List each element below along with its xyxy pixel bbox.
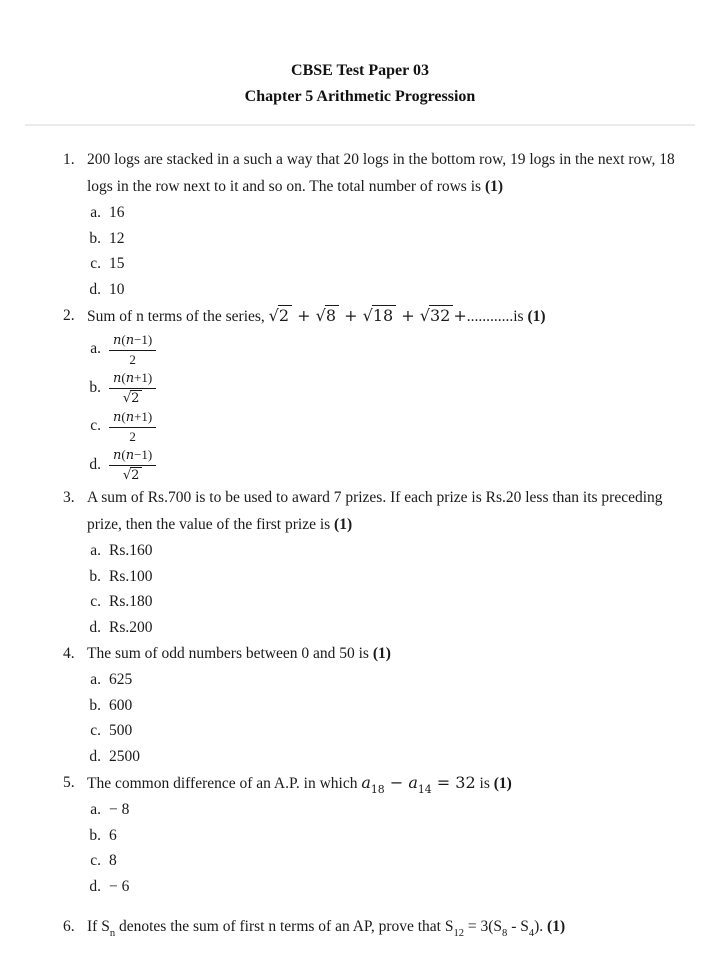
option-letter: d. [89, 618, 101, 636]
text-run: − 6 [109, 877, 130, 895]
subscript: 4 [528, 928, 535, 940]
text-run: −1) [134, 332, 153, 347]
option-value [109, 226, 125, 252]
option-a [87, 667, 686, 693]
radical-sign-icon: √ [362, 306, 373, 325]
math-variable: n [113, 371, 122, 386]
option-value [109, 823, 117, 849]
option-letter: c. [90, 852, 101, 869]
text-run: 625 [109, 671, 133, 688]
question-number: 3. [63, 489, 75, 506]
radical-sign-icon: √ [315, 306, 326, 325]
text-run: 6 [109, 826, 117, 844]
option-d [87, 744, 686, 770]
option-c [87, 407, 686, 445]
question-5 [63, 769, 690, 899]
option-c [87, 718, 686, 744]
option-letter: a. [90, 671, 101, 688]
option-letter: a. [90, 204, 101, 221]
text-run: 2 [129, 429, 136, 444]
text-run: 2500 [109, 747, 140, 765]
text-run: ( [121, 370, 126, 385]
subscripted-term [361, 773, 385, 797]
subscript: 12 [453, 928, 465, 940]
fraction-numerator [109, 369, 156, 389]
math-operator: + [292, 306, 316, 325]
options-list [87, 330, 686, 484]
option-b [87, 226, 686, 252]
option-value [109, 797, 129, 823]
question-number: 6. [63, 918, 75, 935]
radicand: 2 [130, 390, 142, 406]
marks-label: (1) [484, 178, 504, 195]
text-run: ( [121, 332, 126, 347]
text-run: ............is [466, 308, 528, 325]
option-b [87, 823, 686, 849]
subscripted-term [101, 918, 116, 940]
option-letter: b. [89, 229, 101, 247]
radical-sign-icon: √ [122, 468, 132, 483]
subscripted-term [520, 918, 535, 940]
question-list [0, 126, 720, 940]
question-body [87, 769, 686, 899]
question-text [87, 913, 686, 940]
marks-label: (1) [493, 775, 512, 792]
text-run: ( [121, 409, 126, 424]
text-run: denotes the sum of first n terms of an AP, prove that [115, 918, 445, 935]
subscripted-term [444, 918, 465, 940]
option-value [109, 744, 140, 770]
question-3 [63, 484, 690, 640]
sqrt-expression [363, 306, 397, 325]
text-run: 600 [109, 696, 133, 714]
text-run: = 3( [464, 918, 494, 935]
sqrt-expression [123, 468, 143, 483]
option-value [109, 200, 125, 226]
option-value [109, 718, 132, 744]
option-letter: c. [90, 255, 101, 272]
option-letter: b. [89, 378, 101, 396]
option-b [87, 564, 686, 590]
text-run: is [475, 775, 494, 792]
fraction-numerator [109, 331, 156, 351]
option-b [87, 693, 686, 719]
options-list [87, 200, 686, 302]
text-run: −1) [134, 447, 153, 462]
text-run: ( [121, 447, 126, 462]
fraction [109, 331, 156, 367]
question-text [87, 769, 686, 797]
question-text [87, 640, 686, 667]
math-variable: n [125, 333, 135, 348]
math-variable: n [125, 371, 135, 386]
option-value [109, 848, 117, 874]
paper-title: CBSE Test Paper 03 [291, 62, 429, 79]
text-run: Sum of n terms of the series, [87, 308, 269, 325]
option-value [109, 368, 156, 407]
options-list [87, 667, 686, 769]
option-value [109, 667, 132, 693]
math-variable: n [113, 410, 122, 425]
option-value [109, 407, 156, 445]
radical-sign-icon: √ [419, 306, 430, 325]
option-letter: a. [90, 801, 101, 818]
text-run: A sum of Rs.700 is to be used to award 7 prizes. If each prize is Rs.20 less than its preceding prize, then the value of the first prize is [87, 489, 663, 533]
fraction-numerator [109, 446, 156, 466]
radicand: 32 [429, 305, 453, 325]
text-run: The common difference of an A.P. in which [87, 775, 362, 792]
option-d [87, 445, 686, 484]
math-operator: = 32 [431, 773, 476, 792]
sqrt-expression [269, 306, 292, 325]
text-run: 500 [109, 722, 133, 739]
question-1 [63, 146, 690, 302]
sqrt-expression [420, 306, 454, 325]
question-number: 2. [63, 307, 75, 324]
subscript: 8 [502, 928, 508, 940]
text-run: 12 [109, 229, 125, 247]
option-letter: b. [89, 567, 101, 585]
option-value [109, 277, 125, 303]
subscript-base: a [408, 773, 418, 792]
math-variable: n [113, 333, 122, 348]
options-list [87, 538, 686, 640]
subscript-base: S [520, 918, 529, 935]
question-6 [63, 913, 690, 940]
subscript-base: S [493, 918, 503, 935]
option-c [87, 589, 686, 615]
fraction-denominator [109, 351, 156, 367]
options-list [87, 797, 686, 899]
option-value [109, 445, 156, 484]
question-body [87, 484, 686, 640]
subscript: n [109, 928, 116, 940]
option-a [87, 330, 686, 368]
text-run: 200 logs are stacked in a such a way that 20 logs in the bottom row, 19 logs in the next row, 18 logs in the row next to it and so on. The total number of rows is [87, 151, 675, 195]
option-d [87, 277, 686, 303]
option-letter: b. [89, 826, 101, 844]
marks-label: (1) [547, 918, 566, 935]
fraction-numerator [109, 408, 156, 428]
subscript: 18 [370, 783, 385, 797]
radicand: 18 [372, 305, 396, 325]
math-variable: n [125, 448, 135, 463]
question-body [87, 302, 686, 484]
text-run: − 8 [109, 801, 130, 818]
subscript-base: a [361, 773, 371, 792]
math-variable: n [125, 410, 135, 425]
text-run: Rs.200 [109, 618, 153, 636]
radical-sign-icon: √ [268, 306, 279, 325]
text-run: +1) [134, 370, 153, 385]
text-run: ). [534, 918, 548, 935]
option-value [109, 693, 132, 719]
option-value [109, 874, 129, 900]
subscripted-term [493, 918, 508, 940]
subscripted-term [408, 773, 432, 797]
fraction-denominator [109, 428, 156, 444]
marks-label: (1) [334, 516, 353, 533]
option-letter: d. [89, 280, 101, 298]
question-text [87, 146, 686, 200]
question-number: 1. [63, 151, 75, 168]
text-run: Rs.100 [109, 567, 153, 585]
chapter-title: Chapter 5 Arithmetic Progression [244, 88, 476, 105]
option-value [109, 564, 153, 590]
option-letter: a. [90, 340, 101, 358]
option-value [109, 251, 125, 277]
question-text [87, 484, 686, 538]
math-operator: + [453, 306, 467, 325]
marks-label: (1) [527, 308, 546, 325]
text-run: 15 [109, 255, 125, 272]
option-value [109, 589, 153, 615]
question-body [87, 146, 686, 302]
radicand: 8 [325, 305, 339, 325]
question-2 [63, 302, 690, 484]
option-letter: c. [90, 593, 101, 610]
option-letter: d. [89, 747, 101, 765]
option-value [109, 615, 153, 641]
option-a [87, 538, 686, 564]
question-body [87, 640, 686, 769]
option-letter: b. [89, 696, 101, 714]
question-body [87, 913, 686, 940]
fraction [109, 446, 156, 483]
text-run: 16 [109, 204, 125, 221]
text-run: - [507, 918, 521, 935]
sqrt-expression [123, 391, 143, 406]
subscript-base: S [101, 918, 110, 935]
text-run: Rs.180 [109, 593, 153, 610]
option-c [87, 251, 686, 277]
option-letter: a. [90, 542, 101, 559]
paper-header [0, 58, 720, 110]
question-text [87, 302, 686, 330]
radicand: 2 [130, 467, 142, 483]
option-letter: c. [90, 722, 101, 739]
math-variable: n [113, 448, 122, 463]
option-letter: c. [90, 417, 101, 435]
option-letter: d. [89, 877, 101, 895]
option-letter: d. [89, 455, 101, 473]
option-value [109, 538, 153, 564]
option-d [87, 874, 686, 900]
option-value [109, 330, 156, 368]
radicand: 2 [278, 305, 292, 325]
math-operator: − [384, 773, 409, 792]
text-run: If [87, 918, 102, 935]
text-run: The sum of odd numbers between 0 and 50 is [87, 645, 373, 662]
option-d [87, 615, 686, 641]
text-run: 10 [109, 280, 125, 298]
math-operator: + [339, 306, 363, 325]
radical-sign-icon: √ [122, 391, 132, 406]
text-run: 8 [109, 852, 117, 869]
question-number: 4. [63, 645, 75, 662]
option-a [87, 797, 686, 823]
text-run: +1) [134, 409, 153, 424]
text-run: Rs.160 [109, 542, 153, 559]
text-run: 2 [129, 352, 136, 367]
sqrt-expression [316, 306, 339, 325]
question-number: 5. [63, 774, 75, 791]
math-operator: + [396, 306, 420, 325]
option-c [87, 848, 686, 874]
option-a [87, 200, 686, 226]
marks-label: (1) [372, 645, 391, 662]
fraction-denominator [109, 466, 156, 483]
question-4 [63, 640, 690, 769]
subscript-base: S [444, 918, 454, 935]
subscript: 14 [417, 783, 432, 797]
fraction [109, 408, 156, 444]
fraction-denominator [109, 389, 156, 406]
option-b [87, 368, 686, 407]
fraction [109, 369, 156, 406]
